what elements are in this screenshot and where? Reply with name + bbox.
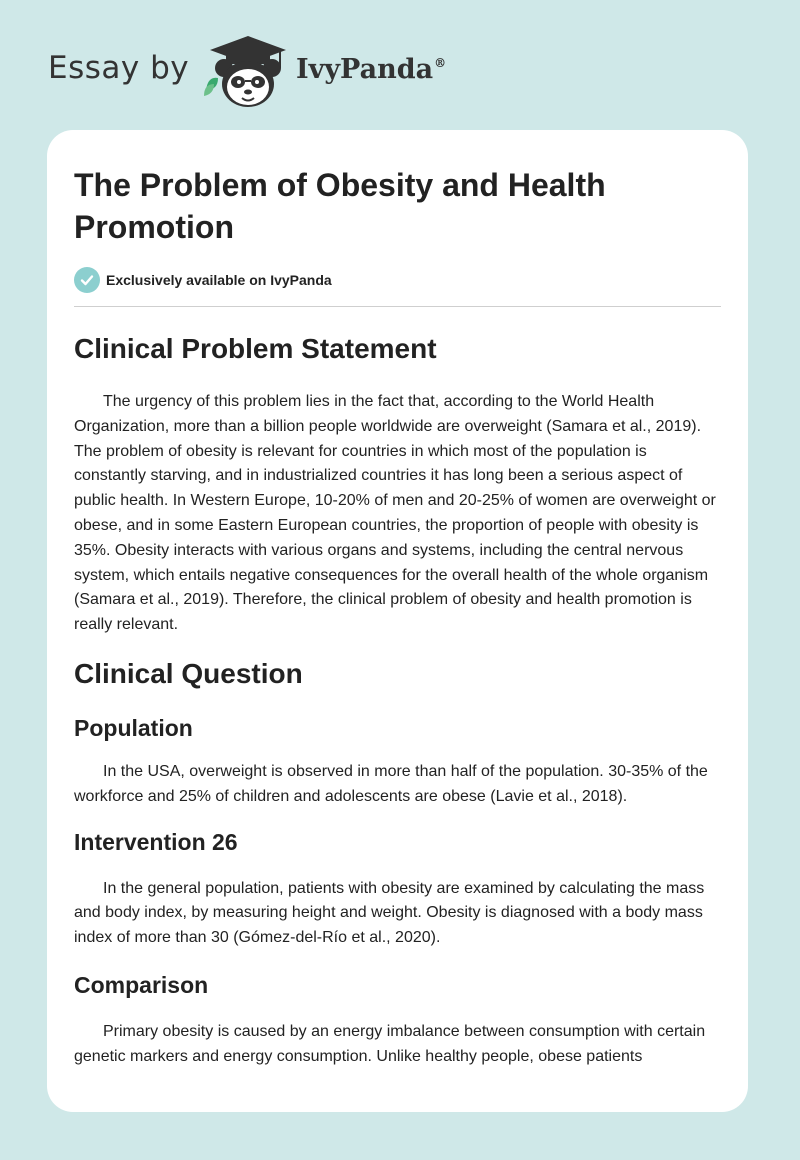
section-heading-clinical-question: Clinical Question [74,657,303,689]
population-paragraph: In the USA, overweight is observed in more than half of the population. 30-35% of the workforce and 25% of children and adolescents are obese (Lavie et al., 2018). [74,762,708,805]
title-divider [74,306,721,307]
essay-by-label: Essay by [48,50,190,86]
subheading-population: Population [74,714,193,741]
brand-name[interactable]: IvyPanda® [296,54,447,85]
site-header [0,0,800,130]
panda-logo-icon[interactable] [200,34,296,110]
section-heading-problem-statement: Clinical Problem Statement [74,333,437,364]
exclusive-badge [74,266,721,294]
subheading-comparison: Comparison [74,971,209,998]
subheading-intervention: Intervention 26 [74,828,238,855]
checkmark-icon [74,267,100,293]
badge-text: Exclusively available on IvyPanda [106,272,332,288]
article-card [47,130,748,1112]
comparison-paragraph: Primary obesity is caused by an energy imbalance between consumption with certain genetic markers and energy consumption. Unlike healthy people, obese patients [74,1022,706,1065]
page-title: The Problem of Obesity and Health Promotion [74,167,606,245]
intervention-paragraph: In the general population, patients with obesity are examined by calculating the mass and body index, by measuring height and weight. Obesity is diagnosed with a body mass index of more than 30 (Gómez-del-Río et al., 2020). [74,879,705,947]
problem-statement-paragraph: The urgency of this problem lies in the fact that, according to the World Health Organization, more than a billion people worldwide are overweight (Samara et al., 2019). The problem of obesity is relevant for countries in which most of the population is constantly starving, and in industrialized countries it has long been a serious aspect of public health. In Western Europe, 10-20% of men and 20-25% of women are overweight or obese, and in some Eastern European countries, the proportion of people with obesity is 35%. Obesity interacts with various organs and systems, including the central nervous system, which entails negative consequences for the overall health of the whole organism (Samara et al., 2019). Therefore, the clinical problem of obesity and health promotion is really relevant. [74,393,716,634]
